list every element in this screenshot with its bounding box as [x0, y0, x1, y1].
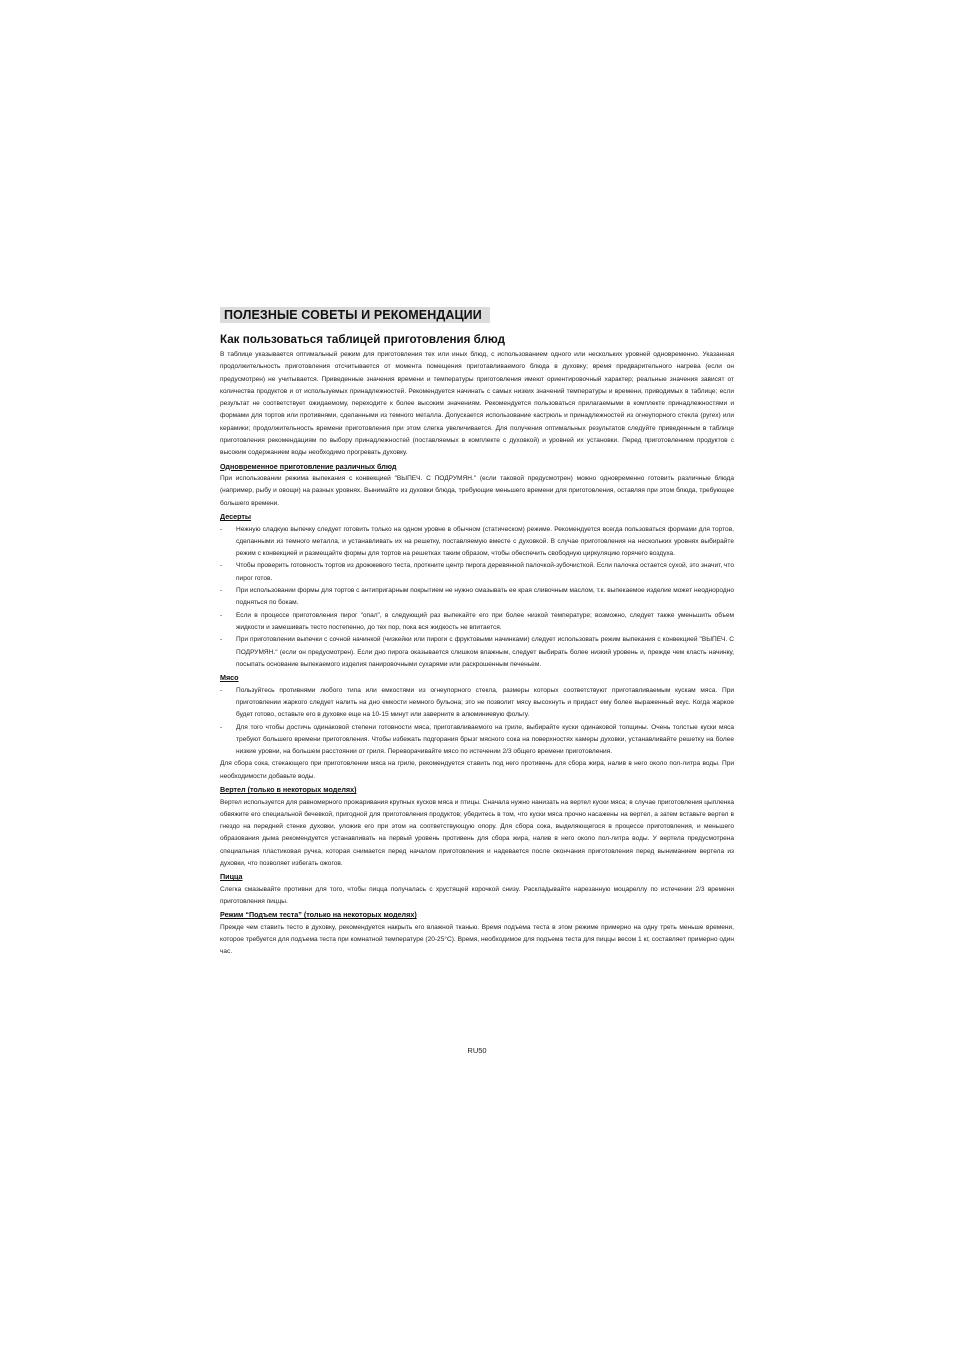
pizza-paragraph: Слегка смазывайте противни для того, чтобы пицца получалась с хрустящей корочкой снизу. Раскладывайте нарезанную моцареллу по истечении 2/3 времени приготовления пиццы. [220, 885, 734, 906]
list-item-text: Нежную сладкую выпечку следует готовить только на одном уровне в обычном (статическом) режиме. Рекомендуется всегда пользоваться формами для тортов, сделанными из темного металла, и устанавливать их на решетку, поставляемую вместе с духовкой. В случае приготовления на нескольких уровнях выбирайте режим с конвекцией и размещайте формы для тортов на решетках таким образом, чтобы обеспечить свободную циркуляцию горячего воздуха. [236, 525, 734, 558]
list-item-text: При приготовлении выпечки с сочной начинкой (чизкейки или пироги с фруктовыми начинками) следует использовать режим выпекания с конвекцией "ВЫПЕЧ. С ПОДРУМЯН." (если он предусмотрен). Если дно пирога оказывается слишком влажным, следует выбирать более низкий уровень и, прежде чем класть начинку, посыпать основание выпекаемого изделия панировочными сухарями или раскрошенным печеньем. [236, 636, 734, 668]
page-title: Как пользоваться таблицей приготовления блюд [220, 333, 505, 346]
dash-marker: - [220, 525, 223, 533]
dash-marker: - [220, 686, 223, 694]
dash-marker: - [220, 562, 223, 570]
dash-marker: - [220, 587, 223, 595]
heading-desserts: Десерты [220, 512, 252, 522]
page-content [220, 306, 734, 959]
meat-list [220, 685, 734, 759]
list-item [220, 560, 734, 585]
intro-paragraph: В таблице указывается оптимальный режим для приготовления тех или иных блюд, с использованием одного или нескольких уровней одновременно. Указанная продолжительность приготовления отсчитывается от момента помещения приготавливаемого блюда в духовку; время предварительного нагрева (если он предусмотрен) не учитывается. Приведенные значения времени и температуры приготовления имеют ориентировочный характер; реальные значения зависят от количества продуктов и от используемых принадлежностей. Рекомендуется начинать с самых низких значений температуры и времени, приводимых в таблице; если результат не соответствует ожидаемому, переходите к более высоким значениям. Рекомендуется пользоваться прилагаемыми в комплекте принадлежностями и формами для тортов или противнями, сделанными из темного металла. Допускается использование кастрюль и принадлежностей из огнеупорного стекла (pyrex) или керамики; продолжительность времени приготовления при этом слегка увеличивается. Для получения оптимальных результатов следуйте приведенным в таблице приготовления рекомендациям по выбору принадлежностей (поставляемых в комплекте с духовкой) и уровней их установки. Перед приготовлением продуктов с высоким содержанием воды необходимо прогревать духовку. [220, 351, 734, 457]
list-item-text: Для того чтобы достичь одинаковой степени готовности мяса, приготавливаемого на гриле, выбирайте куски одинаковой толщины. Очень толстые куски мяса требуют большего времени приготовления. Чтобы избежать подгорания брызг мясного сока на поверхностях камеры духовки, устанавливайте решетку на более низкие уровни, на большем расстоянии от гриля. Переворачивайте мясо по истечении 2/3 общего времени приготовления. [236, 723, 734, 756]
simultaneous-paragraph: При использовании режима выпекания с конвекцией "ВЫПЕЧ. С ПОДРУМЯН." (если таковой предусмотрен) можно одновременно готовить различные блюда (например, рыбу и овощи) на разных уровнях. Вынимайте из духовки блюда, требующие меньшего времени для приготовления, оставляя при этом блюда, требующее большего времени. [220, 475, 734, 507]
heading-pizza: Пицца [220, 872, 243, 882]
dash-marker: - [220, 723, 223, 731]
list-item [220, 524, 734, 561]
dash-marker: - [220, 636, 223, 644]
dash-marker: - [220, 611, 223, 619]
spit-paragraph: Вертел используется для равномерного прожаривания крупных кусков мяса и птицы. Сначала нужно нанизать на вертел куски мяса; в случае приготовления цыпленка обвяжите его специальной бечевкой, пригодной для приготовления продуктов; убедитесь в том, что куски мяса прочно насажены на вертел, а затем вставьте вертел в гнездо на передней стенке духовки, уложив его при этом на соответствующую опору. Для сбора сока, выделяющегося в процессе приготовления, и меньшего образования дыма рекомендуется устанавливать на первый уровень противень для сбора жира, налив в него около пол-литра воды. У вертела предусмотрена специальная пластиковая ручка, которая снимается перед началом приготовления и надевается после окончания приготовления перед выниманием вертела из духовки, что позволяет избегать ожогов. [220, 798, 734, 867]
list-item-text: При использовании формы для тортов с антипригарным покрытием не нужно смазывать ее края сливочным маслом, т.к. выпекаемое изделие может неоднородно подняться по бокам. [236, 587, 734, 607]
list-item [220, 634, 734, 671]
list-item [220, 585, 734, 610]
page-number: RU50 [467, 1046, 487, 1055]
list-item [220, 685, 734, 722]
list-item [220, 610, 734, 635]
heading-meat: Мясо [220, 673, 239, 683]
list-item-text: Пользуйтесь противнями любого типа или емкостями из огнеупорного стекла, размеры которых соответствуют приготавливаемым кускам мяса. При приготовлении жаркого следует налить на дно емкости немного бульона; это не позволит мясу высохнуть и придаст ему более выраженный вкус. Когда жаркое будет готово, оставьте его в духовке еще на 10-15 минут или заверните в алюминиевую фольгу. [236, 686, 734, 719]
meat-after-paragraph: Для сбора сока, стекающего при приготовлении мяса на гриле, рекомендуется ставить под него противень для сбора жира, налив в него около пол-литра воды. При необходимости добавьте воды. [220, 760, 734, 780]
list-item-text: Чтобы проверить готовность тортов из дрожжевого теста, проткните центр пирога деревянной палочкой-зубочисткой. Если палочка остается сухой, это значит, что пирог готов. [236, 562, 734, 582]
dough-paragraph: Прежде чем ставить тесто в духовку, рекомендуется накрыть его влажной тканью. Время подъема теста в этом режиме примерно на одну треть меньше времени, которое требуется для подъема теста при комнатной температуре (20-25°C). Время, необходимое для подъема теста для пиццы весом 1 кг, составляет примерно один час. [220, 923, 734, 956]
heading-spit: Вертел (только в некоторых моделях) [220, 785, 357, 794]
heading-simultaneous: Одновременное приготовление различных блюд [220, 461, 397, 471]
list-item-text: Если в процессе приготовления пирог "опал", в следующий раз выпекайте его при более низкой температуре; возможно, следует также уменьшить объем жидкости и замешивать тесто постепенно, до тех пор, пока вся жидкость не впитается. [236, 611, 734, 631]
heading-dough-proving: Режим “Подъем теста” (только на некоторых моделях) [220, 910, 417, 920]
list-item [220, 722, 734, 759]
section-banner: ПОЛЕЗНЫЕ СОВЕТЫ И РЕКОМЕНДАЦИИ [220, 307, 490, 323]
desserts-list [220, 524, 734, 672]
